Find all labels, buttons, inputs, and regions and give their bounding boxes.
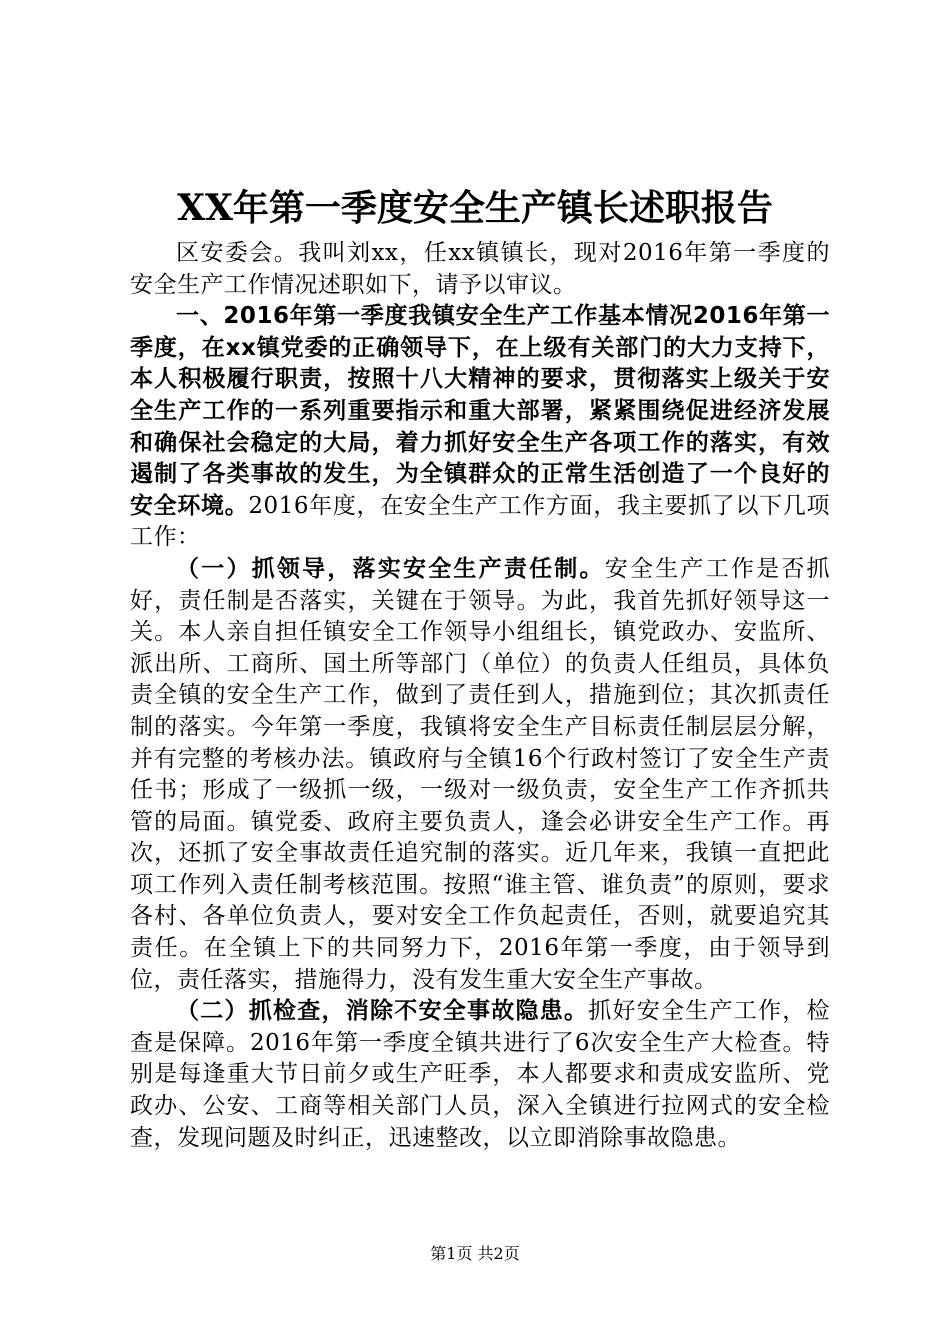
page-number: 第1页 共2页 [430,1244,520,1263]
section-1-text: 2016年度，在安全生产工作方面，我主要抓了以下几项工作： [130,492,830,551]
paragraph-intro-text: 区安委会。我叫刘xx，任xx镇镇长，现对2016年第一季度的安全生产工作情况述职如下，请予以审议。 [130,240,830,298]
paragraph-subsection-1 [130,554,830,996]
paragraph-subsection-2 [130,996,830,1154]
page-footer [0,1244,950,1264]
document-body [130,238,830,1154]
subsection-1-heading: （一）抓领导，落实安全生产责任制。 [176,555,605,582]
subsection-1-text: 安全生产工作是否抓好，责任制是否落实，关键在于领导。为此，我首先抓好领导这一关。本人亲自担任镇安全工作领导小组组长，镇党政办、安监所、派出所、工商所、国土所等部门（单位）的负责人任组员，具体负责全镇的安全生产工作，做到了责任到人，措施到位；其次抓责任制的落实。今年第一季度，我镇将安全生产目标责任制层层分解，并有完整的考核办法。镇政府与全镇16个行政村签订了安全生产责任书；形成了一级抓一级，一级对一级负责，安全生产工作齐抓共管的局面。镇党委、政府主要负责人，逢会必讲安全生产工作。再次，还抓了安全事故责任追究制的落实。近几年来，我镇一直把此项工作列入责任制考核范围。按照“谁主管、谁负责”的原则，要求各村、各单位负责人，要对安全工作负起责任，否则，就要追究其责任。在全镇上下的共同努力下，2016年第一季度，由于领导到位，责任落实，措施得力，没有发生重大安全生产事故。 [130,555,831,993]
paragraph-intro [130,238,830,301]
subsection-2-heading: （二）抓检查，消除不安全事故隐患。 [176,998,589,1025]
subsection-2-text: 抓好安全生产工作，检查是保障。2016年第一季度全镇共进行了6次安全生产大检查。特别是每逢重大节日前夕或生产旺季，本人都要求和责成安监所、党政办、公安、工商等相关部门人员，深入全镇进行拉网式的安全检查，发现问题及时纠正，迅速整改，以立即消除事故隐患。 [130,998,830,1151]
document-title: XX年第一季度安全生产镇长述职报告 [177,187,773,229]
section-1-heading: 一、2016年第一季度我镇安全生产工作基本情况2016年第一季度，在xx镇党委的正确领导下，在上级有关部门的大力支持下，本人积极履行职责，按照十八大精神的要求，贯彻落实上级关于安全生产工作的一系列重要指示和重大部署，紧紧围绕促进经济发展和确保社会稳定的大局，着力抓好安全生产各项工作的落实，有效遏制了各类事故的发生，为全镇群众的正常生活创造了一个良好的安全环境。 [130,303,830,519]
paragraph-section-1 [130,301,830,554]
